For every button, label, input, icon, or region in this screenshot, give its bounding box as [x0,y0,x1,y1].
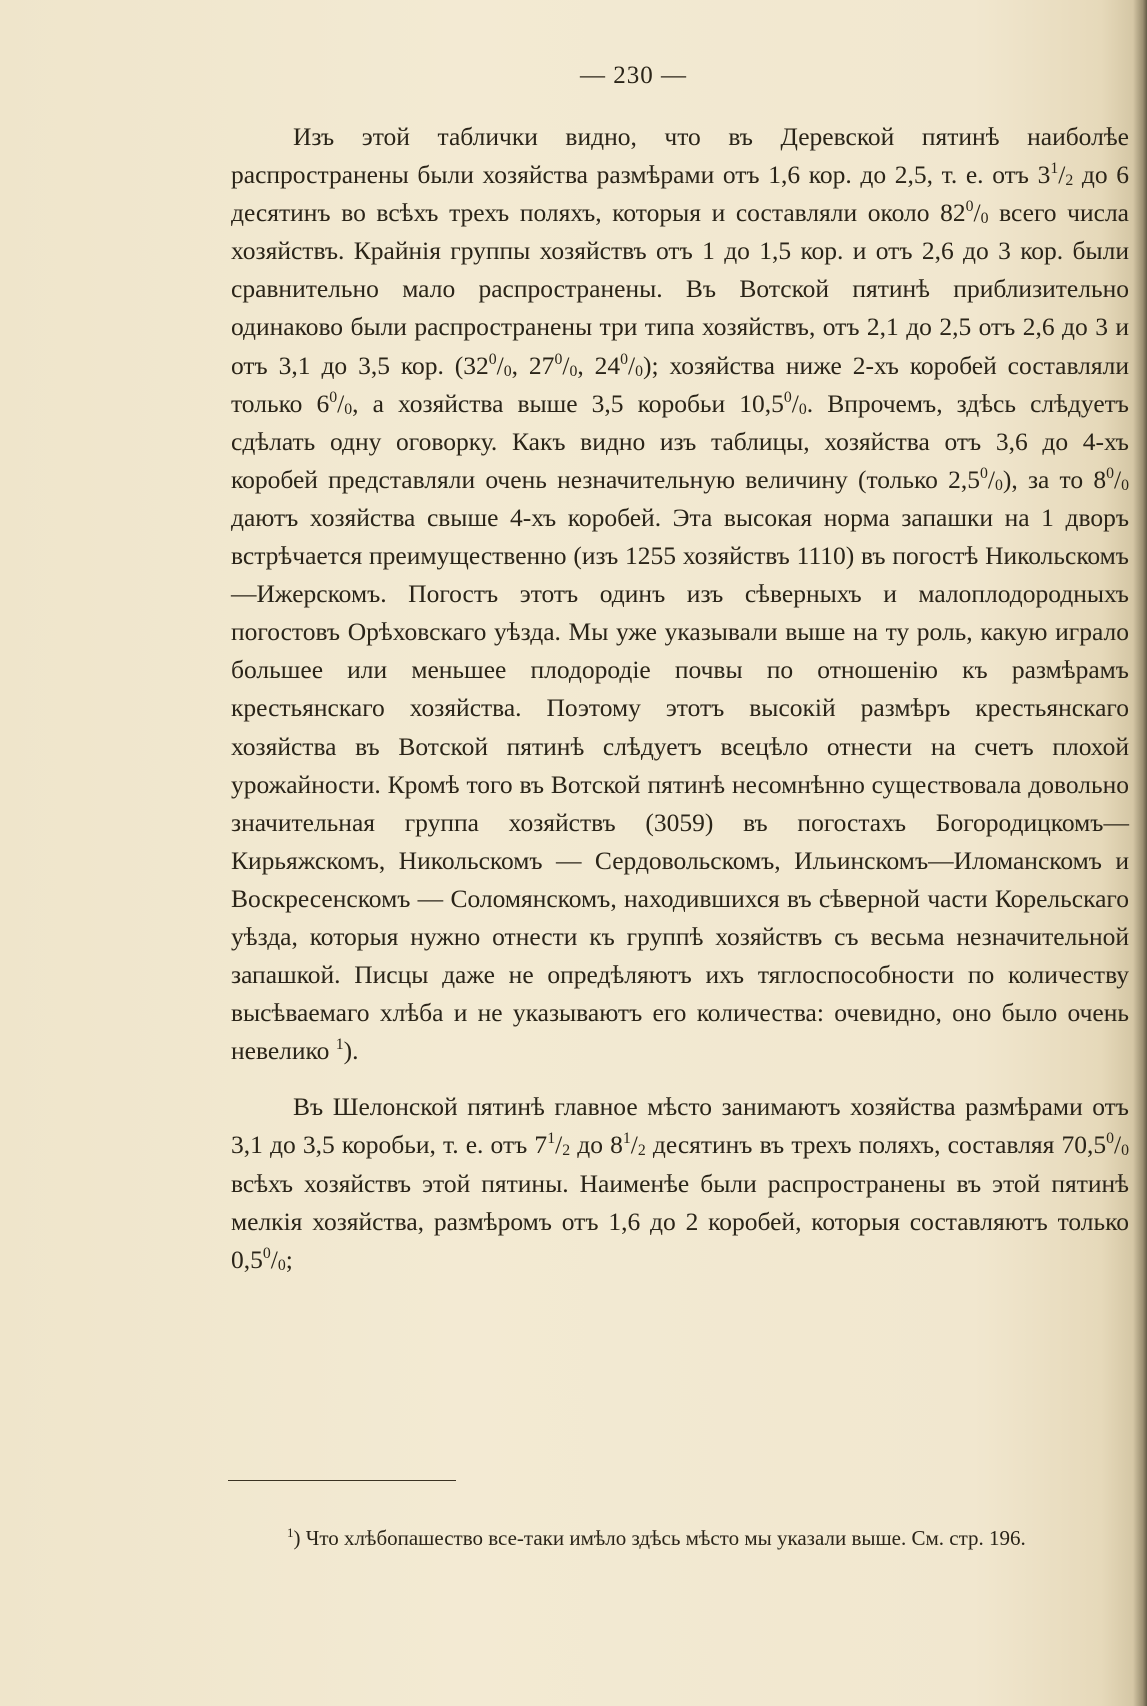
percent-slash: / [1113,464,1122,494]
percent-upper: 0 [979,465,988,483]
percent-lower: 0 [980,210,989,228]
percent-lower: 0 [503,362,512,380]
percent-upper: 0 [554,350,563,368]
percent-slash: / [337,388,345,418]
text-run: , 27 [511,350,555,380]
fraction-slash: / [1058,160,1066,190]
footnote-marker: 1 [287,1524,294,1540]
fraction-numerator: 1 [622,1130,631,1148]
percent-lower: 0 [798,400,807,418]
text-run: . Впрочемъ, здѣсь слѣдуетъ сдѣлать одну оговорку. Какъ видно изъ таблицы, хозяйства отъ 3,6 до 4-хъ коробей представляли очень незначительную величину (только 2,5 [231,388,1129,494]
text-run: Изъ этой таблички видно, что въ Деревской пятинѣ наиболѣе распространены были хозяйства размѣрами отъ 1,6 кор. до 2,5, т. е. отъ 3 [231,122,1129,190]
fraction-denominator: 2 [562,1142,571,1160]
fraction-slash: / [555,1130,563,1160]
text-run: десятинъ въ трехъ поляхъ, составляя 70,5 [645,1130,1107,1160]
percent-slash: / [270,1244,278,1274]
fraction-numerator: 1 [1050,160,1059,178]
percent-slash: / [987,464,995,494]
percent-upper: 0 [262,1244,271,1262]
text-run: , а хозяйства выше 3,5 коробьи 10,5 [352,388,784,418]
percent-upper: 0 [620,350,629,368]
paragraph-1 [231,118,1129,1070]
percent-upper: 0 [1106,1130,1114,1148]
footnote [231,1523,1121,1554]
percent-upper: 0 [783,388,792,406]
text-run: до 8 [570,1130,623,1160]
percent-slash: / [1113,1130,1122,1160]
percent-slash: / [791,388,799,418]
percent-slash: / [973,198,981,228]
body-text [231,118,1129,1279]
footnote-paragraph [231,1523,1121,1554]
footnote-text: ) Что хлѣбопашество все-таки имѣло здѣсь мѣсто мы указали выше. См. стр. 196. [293,1526,1026,1550]
page-number: — 230 — [580,62,687,89]
fraction-denominator: 2 [1065,171,1074,189]
text-run: ; [285,1244,293,1274]
page-edge-shadow [1133,0,1147,1706]
percent-slash: / [496,350,504,380]
text-run: всего числа хозяйствъ. Крайнія группы хозяйствъ отъ 1 до 1,5 кор. и отъ 2,6 до 3 кор. были сравнительно мало распространены. Въ Вотской пятинѣ приблизительно одинаково были распространены три типа хозяйствъ, отъ 2,1 до 2,5 отъ 2,6 до 3 и отъ 3,1 до 3,5 кор. (32 [231,198,1129,380]
percent-upper: 0 [329,388,338,406]
percent-lower: 0 [994,476,1003,494]
percent-upper: 0 [965,198,974,216]
paragraph-2 [231,1088,1129,1278]
text-run: ). [343,1036,359,1066]
percent-slash: / [628,350,636,380]
text-run: до 6 десятинъ во всѣхъ трехъ поляхъ, которыя и составляли около 82 [231,160,1130,228]
fraction-denominator: 2 [637,1142,646,1160]
text-run: всѣхъ хозяйствъ этой пятины. Наименѣе были распространены въ этой пятинѣ мелкія хозяйства, размѣромъ отъ 1,6 до 2 коробей, которыя составляютъ только 0,5 [231,1168,1129,1274]
footnote-divider [228,1480,456,1481]
fraction-numerator: 1 [547,1130,556,1148]
percent-lower: 0 [277,1256,286,1274]
text-run: , 24 [577,350,621,380]
fraction-slash: / [630,1130,638,1160]
percent-lower: 0 [569,362,578,380]
text-run: ); хозяйства ниже 2-хъ коробей составляли только 6 [231,350,1130,418]
percent-slash: / [562,350,570,380]
percent-lower: 0 [1121,476,1129,494]
percent-lower: 0 [1121,1142,1129,1160]
percent-lower: 0 [635,362,644,380]
percent-upper: 0 [1106,465,1114,483]
footnote-reference[interactable]: 1 [335,1036,344,1054]
text-run: Въ Шелонской пятинѣ главное мѣсто занимаютъ хозяйства размѣрами отъ 3,1 до 3,5 коробьи, т. е. отъ 7 [231,1092,1129,1160]
text-run: ), за то 8 [1002,464,1107,494]
text-run: даютъ хозяйства свыше 4-хъ коробей. Эта высокая норма запашки на 1 дворъ встрѣчается преимущественно (изъ 1255 хозяйствъ 1110) въ погостѣ Никольскомъ—Ижерскомъ. Погостъ этотъ одинъ изъ сѣверныхъ и малоплодородныхъ погостовъ Орѣховскаго уѣзда. Мы уже указывали выше на ту роль, какую играло большее или меньшее плодородіе почвы по отношенію къ размѣрамъ крестьянскаго хозяйства. Поэтому этотъ высокій размѣръ крестьянскаго хозяйства въ Вотской пятинѣ слѣдуетъ всецѣло отнести на счетъ плохой урожайности. Кромѣ того въ Вотской пятинѣ несомнѣнно существовала довольно значительная группа хозяйствъ (3059) въ погостахъ Богородицкомъ—Кирьяжскомъ, Никольскомъ — Сердовольскомъ, Ильинскомъ—Иломанскомъ и Воскресенскомъ — Соломянскомъ, находившихся въ сѣверной части Корельскаго уѣзда, которыя нужно отнести къ группѣ хозяйствъ съ весьма незначительной запашкой. Писцы даже не опредѣляютъ ихъ тяглоспособности по количеству высѣваемаго хлѣба и не указываютъ его количества: очевидно, оно было очень невелико [231,502,1129,1066]
percent-upper: 0 [488,350,497,368]
percent-lower: 0 [344,400,353,418]
